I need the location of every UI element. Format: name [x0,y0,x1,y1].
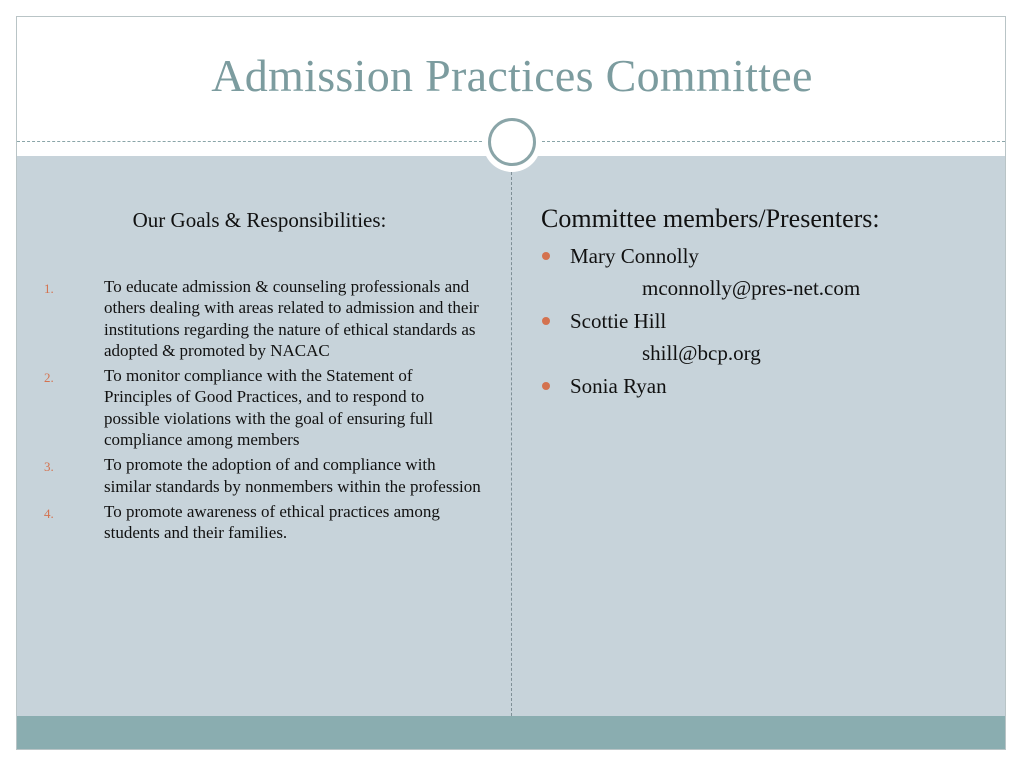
goals-list [44,276,484,548]
slide-title: Admission Practices Committee [211,50,813,101]
bullet-icon [542,382,550,390]
footer-bar [17,716,1005,749]
column-divider [511,172,512,716]
title-divider-right [537,141,1005,142]
goal-item [44,276,484,361]
member-name-row [540,307,1000,339]
member-name-row [540,242,1000,274]
member-name: Sonia Ryan [570,374,667,398]
bullet-icon [542,252,550,260]
members-heading: Committee members/Presenters: [541,204,880,233]
goal-item [44,365,484,450]
member-name: Mary Connolly [570,244,699,268]
goal-number: 2. [44,370,54,386]
member-item [540,242,1000,307]
member-email: mconnolly@pres-net.com [642,276,861,300]
bullet-icon [542,317,550,325]
goal-text: To promote awareness of ethical practices among students and their families. [104,501,440,543]
member-name-row [540,372,1000,404]
member-email: shill@bcp.org [642,341,761,365]
members-list [540,242,1000,404]
goal-item [44,454,484,497]
goals-heading: Our Goals & Responsibilities: [132,208,387,232]
goal-number: 3. [44,459,54,475]
goal-text: To monitor compliance with the Statement of Principles of Good Practices, and to respond to possible violations with the goal of ensuring full compliance among members [104,366,434,450]
title-divider-left [17,141,487,142]
member-name: Scottie Hill [570,309,667,333]
goal-number: 1. [44,281,54,296]
goal-text: To promote the adoption of and compliance with similar standards by nonmembers within the profession [104,455,481,496]
member-item [540,372,1000,404]
goal-item [44,501,484,544]
goal-number: 4. [44,505,54,521]
ornament-circle-icon [488,118,536,166]
goal-text: To educate admission & counseling professionals and others dealing with areas related to admission and their institutions regarding the nature of ethical standards as adopted & promoted by NACAC [104,277,479,360]
member-item [540,307,1000,372]
